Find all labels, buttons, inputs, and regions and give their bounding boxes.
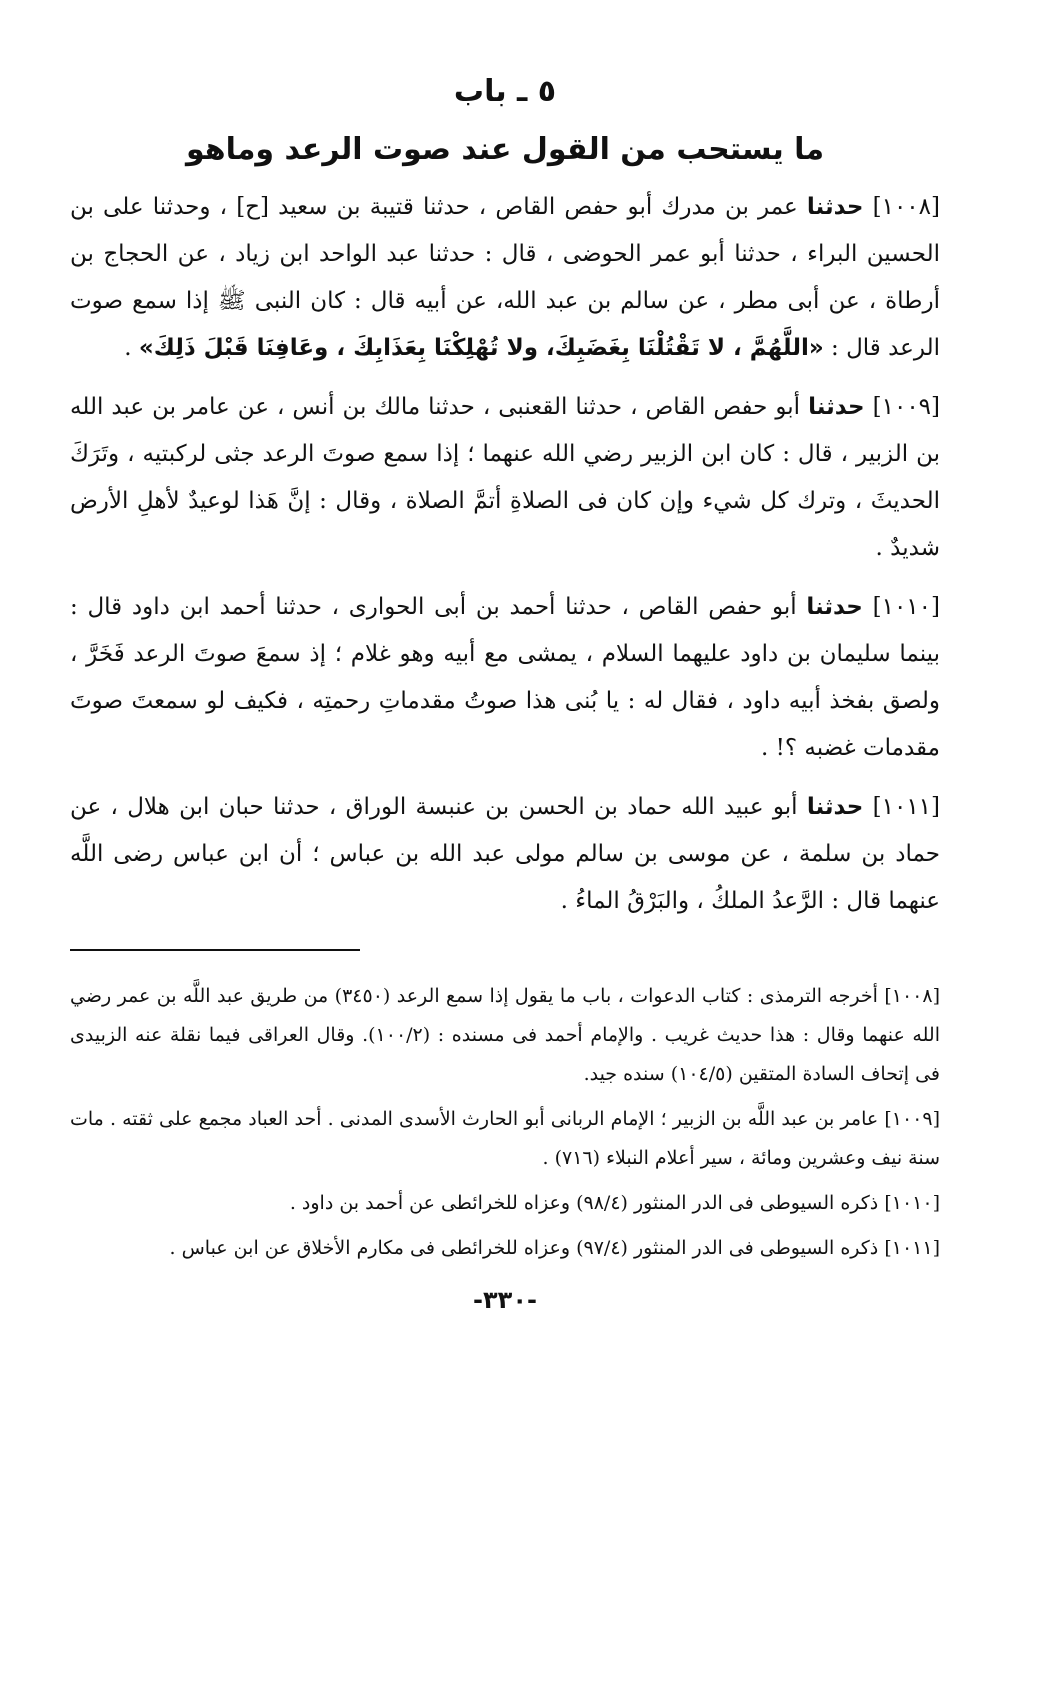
footnote-number: [١٠١٠] <box>884 1192 940 1214</box>
footnote-number: [١٠٠٨] <box>884 985 941 1007</box>
footnote-1009 <box>70 1100 940 1178</box>
footnote-separator <box>70 949 360 951</box>
hadith-number: [١٠٠٩] <box>872 394 941 420</box>
hadith-1010 <box>70 584 940 772</box>
hadith-text: أبو حفص القاص ، حدثنا القعنبى ، حدثنا مالك بن أنس ، عن عامر بن عبد الله بن الزبير ، قال : كان ابن الزبير رضي الله عنهما ؛ إذا سمع صوتَ الرعد جثى لركبتيه ، وتَرَكَ الحديثَ ، وترك كل شيء وإن كان فى الصلاةِ أتمَّ الصلاة ، وقال : إنَّ هَذا لوعيدٌ لأهلِ الأرض شديدٌ . <box>70 394 940 561</box>
book-page <box>70 70 940 1314</box>
page-number: -٣٣٠- <box>473 1286 537 1314</box>
hadith-text: أبو حفص القاص ، حدثنا أحمد بن أبى الحوارى ، حدثنا أحمد ابن داود قال : بينما سليمان بن داود عليهما السلام ، يمشى مع أبيه وهو غلام ؛ إذ سمعَ صوتَ الرعد فَخَرَّ ، ولصق بفخذ أبيه داود ، فقال له : يا بُنى هذا صوتُ مقدماتِ رحمتِه ، فكيف لو سمعتَ صوتَ مقدمات غضبه ؟! . <box>70 594 940 761</box>
hadith-number: [١٠٠٨] <box>872 194 940 220</box>
hadith-list <box>70 184 940 925</box>
footnote-text: أخرجه الترمذى : كتاب الدعوات ، باب ما يقول إذا سمع الرعد (٣٤٥٠) من طريق عبد اللَّه بن عمر رضي الله عنهما وقال : هذا حديث غريب . والإمام أحمد فى مسنده : (١٠٠/٢). وقال العراقى فيما نقلة عنه الزبيدى فى إتحاف السادة المتقين (١٠٤/٥) سنده جيد. <box>70 985 940 1085</box>
hadith-text: أبو عبيد الله حماد بن الحسن بن عنبسة الوراق ، حدثنا حبان ابن هلال ، عن حماد بن سلمة ، عن موسى بن سالم مولى عبد الله بن عباس ؛ أن ابن عباس رضى اللَّه عنهما قال : الرَّعدُ الملكُ ، والبَرْقُ الماءُ . <box>70 794 940 914</box>
footnote-text: ذكره السيوطى فى الدر المنثور (٩٨/٤) وعزاه للخرائطى عن أحمد بن داود . <box>289 1192 879 1214</box>
footnote-1010 <box>70 1184 940 1223</box>
hadith-lead: حدثنا <box>806 594 863 620</box>
footnote-text: ذكره السيوطى فى الدر المنثور (٩٧/٤) وعزاه للخرائطى فى مكارم الأخلاق عن ابن عباس . <box>169 1237 879 1259</box>
footnote-1011 <box>70 1229 940 1268</box>
hadith-supplication: «اللَّهُمَّ ، لا تَقْتُلْنَا بِغَضَبِكَ، ولا تُهْلِكْنَا بِعَذَابِكَ ، وعَافِنَا قَبْلَ ذَلِكَ» <box>138 335 824 361</box>
footnotes <box>70 977 940 1268</box>
hadith-number: [١٠١١] <box>872 794 941 820</box>
hadith-tail: . <box>124 335 132 361</box>
hadith-lead: حدثنا <box>806 194 864 220</box>
hadith-1009 <box>70 384 940 572</box>
footnote-number: [١٠١١] <box>884 1237 940 1259</box>
hadith-text: عمر بن مدرك أبو حفص القاص ، حدثنا قتيبة بن سعيد [ح] ، وحدثنا على بن الحسين البراء ، حدثنا أبو عمر الحوضى ، قال : حدثنا عبد الواحد ابن زياد ، عن الحجاج بن أرطاة ، عن أبى مطر ، عن سالم بن عبد الله، عن أبيه قال : كان النبى ﷺ إذا سمع صوت الرعد قال : <box>70 194 940 361</box>
hadith-number: [١٠١٠] <box>872 594 940 620</box>
chapter-title: ما يستحب من القول عند صوت الرعد وماهو <box>185 132 825 167</box>
hadith-1008 <box>70 184 940 372</box>
footnote-1008 <box>70 977 940 1094</box>
footnote-number: [١٠٠٩] <box>884 1108 940 1130</box>
hadith-lead: حدثنا <box>808 394 865 420</box>
footnote-text: عامر بن عبد اللَّه بن الزبير ؛ الإمام الربانى أبو الحارث الأسدى المدنى . أحد العباد مجمع على ثقته . مات سنة نيف وعشرين ومائة ، سير أعلام النبلاء (٧١٦) . <box>70 1108 940 1169</box>
chapter-number: ٥ ـ باب <box>453 74 557 109</box>
hadith-1011 <box>70 784 940 925</box>
hadith-lead: حدثنا <box>806 794 864 820</box>
